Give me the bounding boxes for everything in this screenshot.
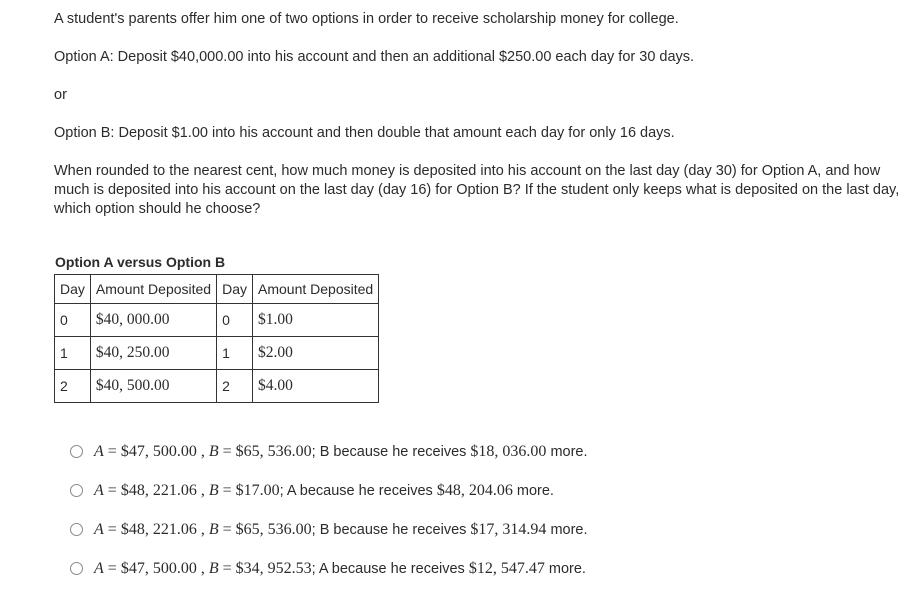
table-row	[55, 304, 379, 337]
cell-amount: $4.00	[253, 370, 379, 403]
cell-day: 1	[217, 337, 253, 370]
header-amount-b: Amount Deposited	[253, 275, 379, 304]
radio-button[interactable]	[70, 445, 83, 458]
answer-choices	[70, 432, 588, 588]
option-a-description: Option A: Deposit $40,000.00 into his account and then an additional $250.00 each day for 30 days.	[54, 49, 695, 65]
answer-choice-3[interactable]	[70, 510, 588, 549]
cell-day: 2	[217, 370, 253, 403]
or-text: or	[54, 87, 67, 103]
answer-choice-1[interactable]	[70, 432, 588, 471]
cell-amount: $1.00	[253, 304, 379, 337]
radio-button[interactable]	[70, 562, 83, 575]
options-table	[54, 274, 379, 403]
choice-text: A = $48, 221.06 , B = $17.00; A because he receives $48, 204.06 more.	[94, 481, 554, 499]
choice-text: A = $47, 500.00 , B = $34, 952.53; A because he receives $12, 547.47 more.	[94, 559, 586, 577]
choice-text: A = $47, 500.00 , B = $65, 536.00; B because he receives $18, 036.00 more.	[94, 442, 588, 460]
cell-day: 2	[55, 370, 91, 403]
question-prompt: When rounded to the nearest cent, how much money is deposited into his account on the last day (day 30) for Option A, and how much is deposited into his account on the last day (day 16) for Option B? If the student only keeps what is deposited on the last day, which option should he choose?	[54, 163, 900, 217]
answer-choice-4[interactable]	[70, 549, 588, 588]
cell-amount: $40, 500.00	[90, 370, 216, 403]
cell-day: 0	[217, 304, 253, 337]
table-header-row	[55, 275, 379, 304]
header-day-a: Day	[55, 275, 91, 304]
header-amount-a: Amount Deposited	[90, 275, 216, 304]
header-day-b: Day	[217, 275, 253, 304]
choice-text: A = $48, 221.06 , B = $65, 536.00; B because he receives $17, 314.94 more.	[94, 520, 588, 538]
question-intro: A student's parents offer him one of two options in order to receive scholarship money for college.	[54, 11, 679, 27]
table-row	[55, 370, 379, 403]
table-row	[55, 337, 379, 370]
option-b-description: Option B: Deposit $1.00 into his account and then double that amount each day for only 16 days.	[54, 125, 675, 141]
cell-day: 0	[55, 304, 91, 337]
cell-amount: $2.00	[253, 337, 379, 370]
cell-day: 1	[55, 337, 91, 370]
radio-button[interactable]	[70, 523, 83, 536]
cell-amount: $40, 250.00	[90, 337, 216, 370]
cell-amount: $40, 000.00	[90, 304, 216, 337]
radio-button[interactable]	[70, 484, 83, 497]
table-caption: Option A versus Option B	[55, 254, 226, 270]
answer-choice-2[interactable]	[70, 471, 588, 510]
